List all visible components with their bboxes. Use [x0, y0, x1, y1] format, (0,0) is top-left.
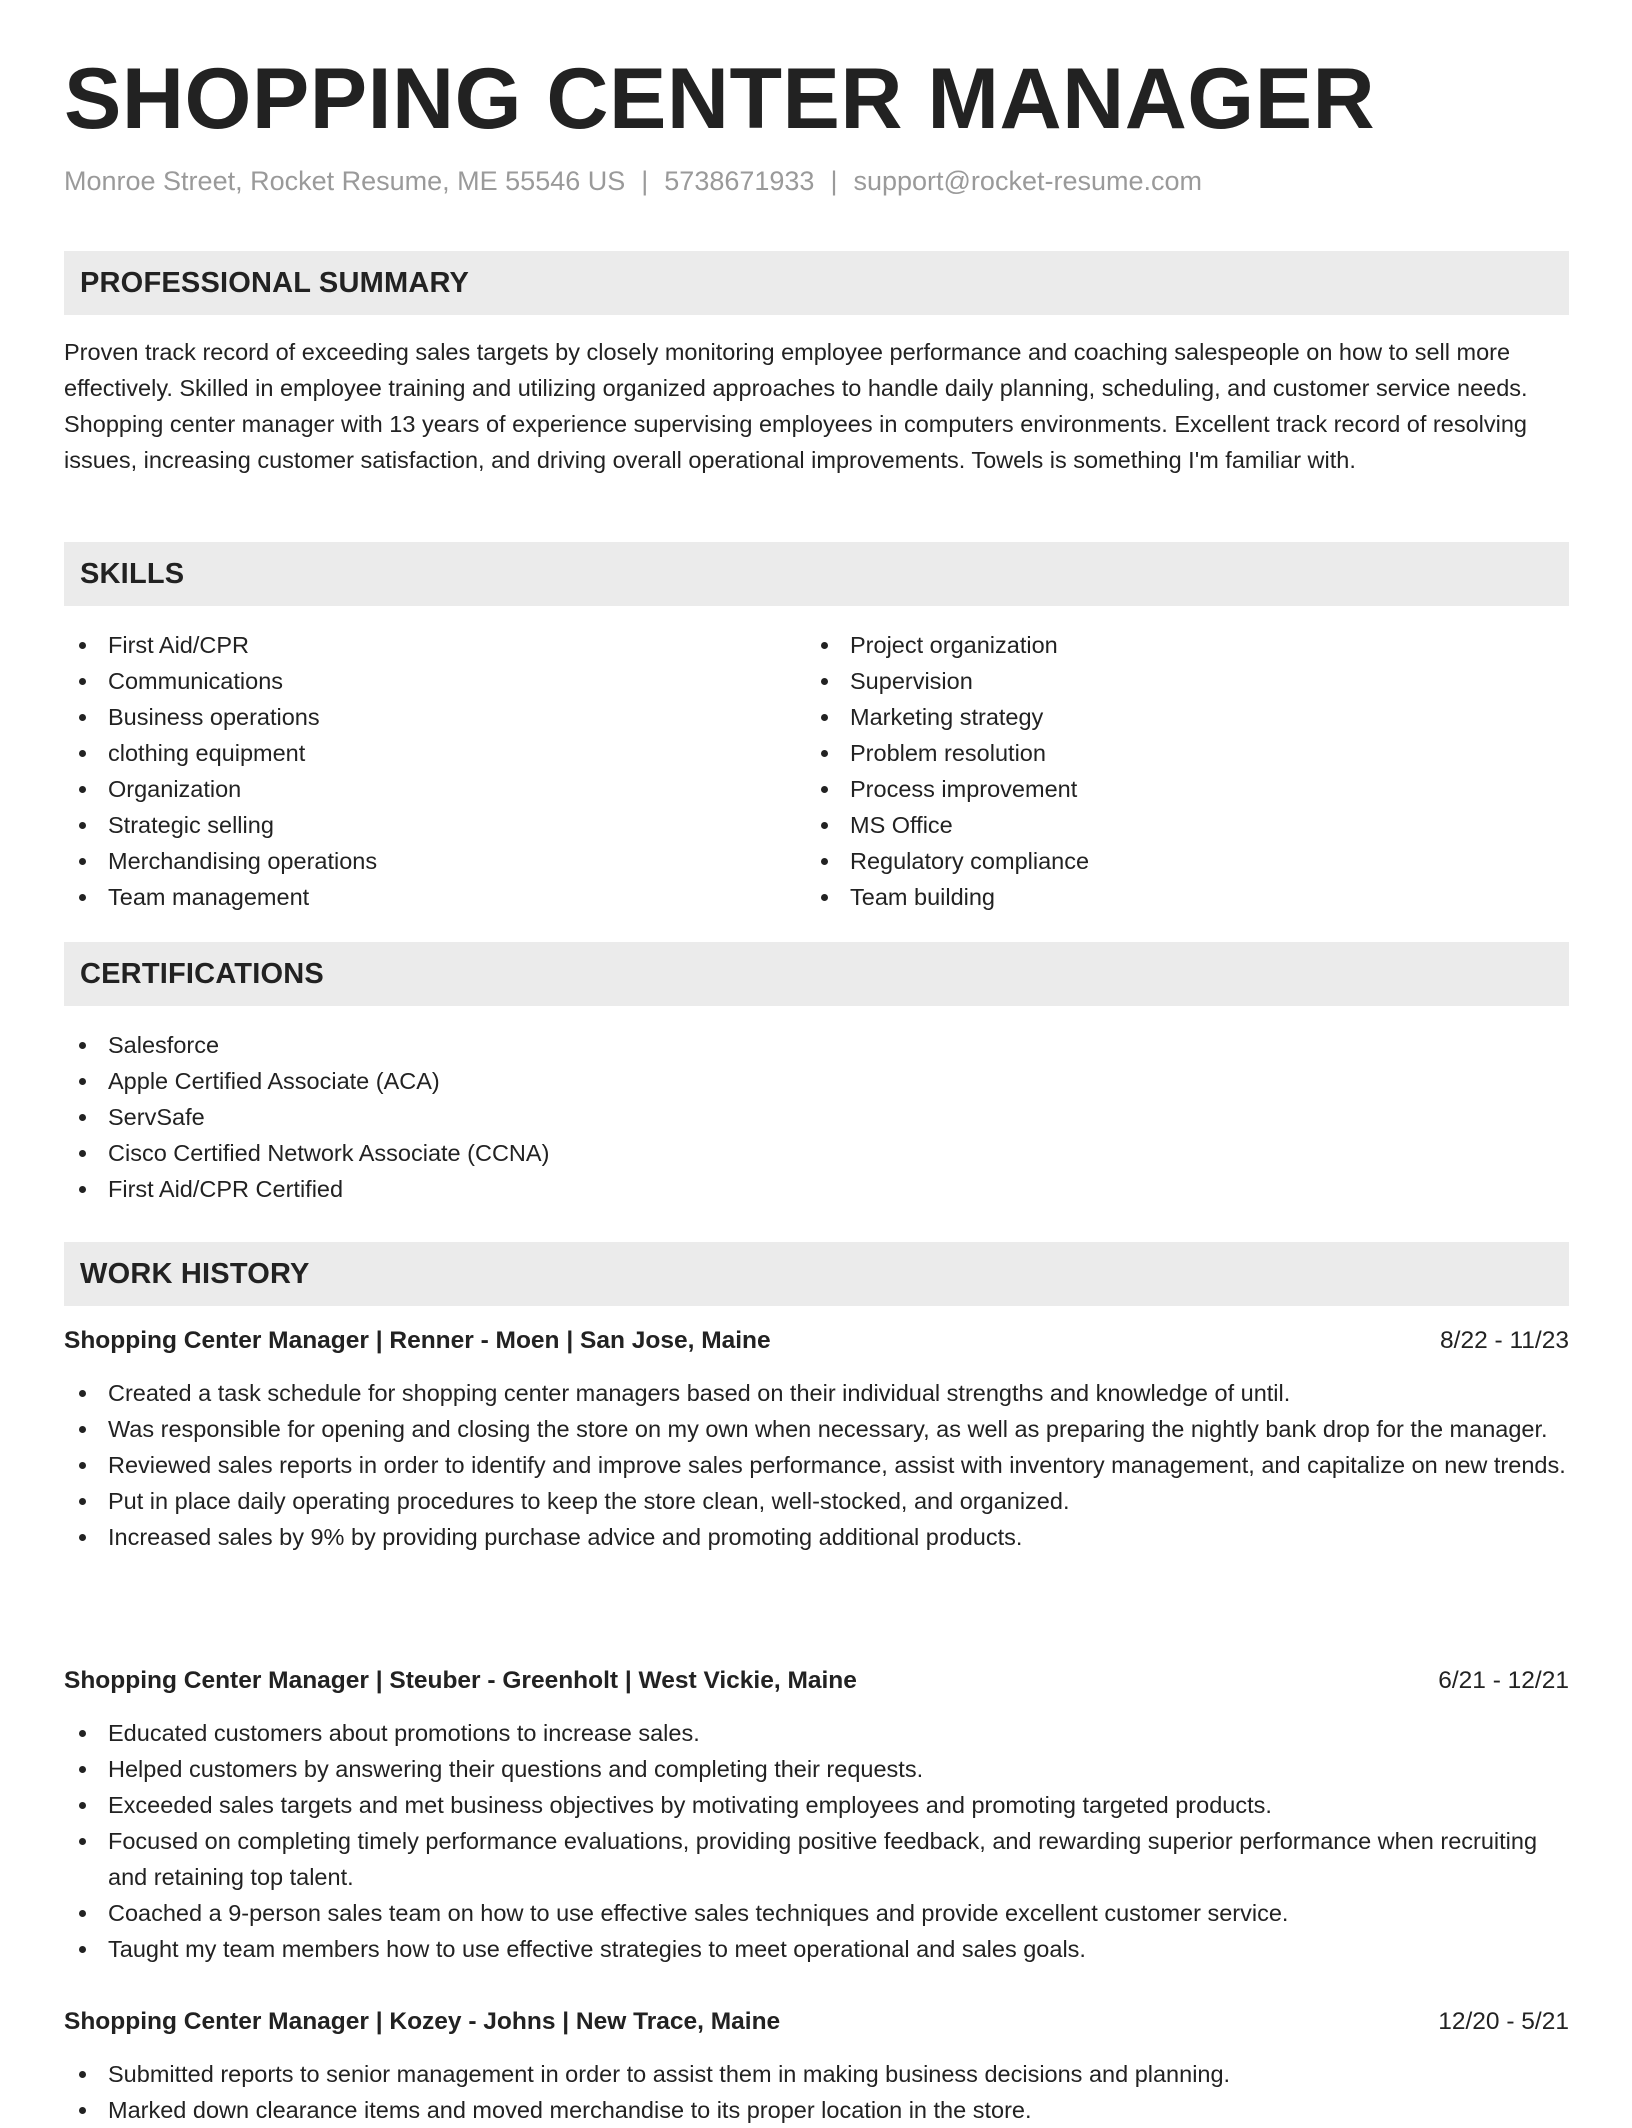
job-bullet: Increased sales by 9% by providing purchase advice and promoting additional products. — [64, 1519, 1569, 1555]
job-bullet: Educated customers about promotions to increase sales. — [64, 1715, 1569, 1751]
contact-separator: | — [830, 166, 838, 196]
skill-item: MS Office — [806, 807, 1506, 843]
contact-separator: | — [641, 166, 649, 196]
job-dates: 6/21 - 12/21 — [1438, 1667, 1569, 1694]
job-bullets — [64, 1715, 1569, 1967]
skill-item: Merchandising operations — [64, 843, 764, 879]
skill-item: clothing equipment — [64, 735, 764, 771]
job-header — [64, 1323, 1569, 1359]
skill-item: Organization — [64, 771, 764, 807]
resume-name: SHOPPING CENTER MANAGER — [64, 51, 1376, 147]
certification-item: ServSafe — [64, 1099, 1569, 1135]
skill-item: Problem resolution — [806, 735, 1506, 771]
skills-list-right — [806, 627, 1506, 915]
job-entry — [64, 2004, 1569, 2128]
certification-item: Salesforce — [64, 1027, 1569, 1063]
job-bullet: Taught my team members how to use effective strategies to meet operational and sales goals. — [64, 1931, 1569, 1967]
job-bullet: Created a task schedule for shopping center managers based on their individual strengths and knowledge of until. — [64, 1375, 1569, 1411]
job-dates: 12/20 - 5/21 — [1438, 2008, 1569, 2035]
contact-phone: 5738671933 — [664, 166, 815, 196]
job-bullet: Was responsible for opening and closing the store on my own when necessary, as well as preparing the nightly bank drop for the manager. — [64, 1411, 1569, 1447]
skill-item: Supervision — [806, 663, 1506, 699]
skill-item: Business operations — [64, 699, 764, 735]
job-bullet: Focused on completing timely performance evaluations, providing positive feedback, and rewarding superior performance when recruiting and retaining top talent. — [64, 1823, 1569, 1895]
job-title: Shopping Center Manager | Steuber - Greenholt | West Vickie, Maine — [64, 1667, 857, 1694]
job-title: Shopping Center Manager | Kozey - Johns | New Trace, Maine — [64, 2008, 781, 2035]
skill-item: Marketing strategy — [806, 699, 1506, 735]
job-bullet: Exceeded sales targets and met business objectives by motivating employees and promoting targeted products. — [64, 1787, 1569, 1823]
skill-item: Team management — [64, 879, 764, 915]
skill-item: Regulatory compliance — [806, 843, 1506, 879]
job-bullet: Put in place daily operating procedures to keep the store clean, well-stocked, and organized. — [64, 1483, 1569, 1519]
skills-list-left — [64, 627, 764, 915]
section-heading-work-history: WORK HISTORY — [64, 1242, 1569, 1306]
job-header — [64, 2004, 1569, 2040]
contact-address: Monroe Street, Rocket Resume, ME 55546 US — [64, 166, 626, 196]
skill-item: Strategic selling — [64, 807, 764, 843]
job-title: Shopping Center Manager | Renner - Moen | San Jose, Maine — [64, 1327, 771, 1354]
job-bullet: Reviewed sales reports in order to identify and improve sales performance, assist with inventory management, and capitalize on new trends. — [64, 1447, 1569, 1483]
job-bullets — [64, 2056, 1569, 2128]
job-bullets — [64, 1375, 1569, 1555]
job-bullet: Submitted reports to senior management in order to assist them in making business decisions and planning. — [64, 2056, 1569, 2092]
certification-item: Cisco Certified Network Associate (CCNA) — [64, 1135, 1569, 1171]
certification-item: First Aid/CPR Certified — [64, 1171, 1569, 1207]
skill-item: Project organization — [806, 627, 1506, 663]
certifications-list — [64, 1027, 1569, 1207]
job-entry — [64, 1663, 1569, 1967]
skill-item: Team building — [806, 879, 1506, 915]
section-heading-summary: PROFESSIONAL SUMMARY — [64, 251, 1569, 315]
job-bullet: Helped customers by answering their questions and completing their requests. — [64, 1751, 1569, 1787]
job-bullet: Coached a 9-person sales team on how to use effective sales techniques and provide excellent customer service. — [64, 1895, 1569, 1931]
contact-email: support@rocket-resume.com — [853, 166, 1202, 196]
summary-text: Proven track record of exceeding sales targets by closely monitoring employee performance and coaching salespeople on how to sell more effectively. Skilled in employee training and utilizing organized approaches to handle daily planning, scheduling, and customer service needs. Shopping center manager with 13 years of experience supervising employees in computers environments. Excellent track record of resolving issues, increasing customer satisfaction, and driving overall operational improvements. Towels is something I'm familiar with. — [64, 339, 1528, 473]
job-bullet: Marked down clearance items and moved merchandise to its proper location in the store. — [64, 2092, 1569, 2128]
contact-line — [64, 168, 1202, 195]
skill-item: First Aid/CPR — [64, 627, 764, 663]
job-entry — [64, 1323, 1569, 1555]
skill-item: Process improvement — [806, 771, 1506, 807]
job-header — [64, 1663, 1569, 1699]
skill-item: Communications — [64, 663, 764, 699]
job-dates: 8/22 - 11/23 — [1440, 1327, 1569, 1354]
section-heading-certifications: CERTIFICATIONS — [64, 942, 1569, 1006]
section-heading-skills: SKILLS — [64, 542, 1569, 606]
certification-item: Apple Certified Associate (ACA) — [64, 1063, 1569, 1099]
